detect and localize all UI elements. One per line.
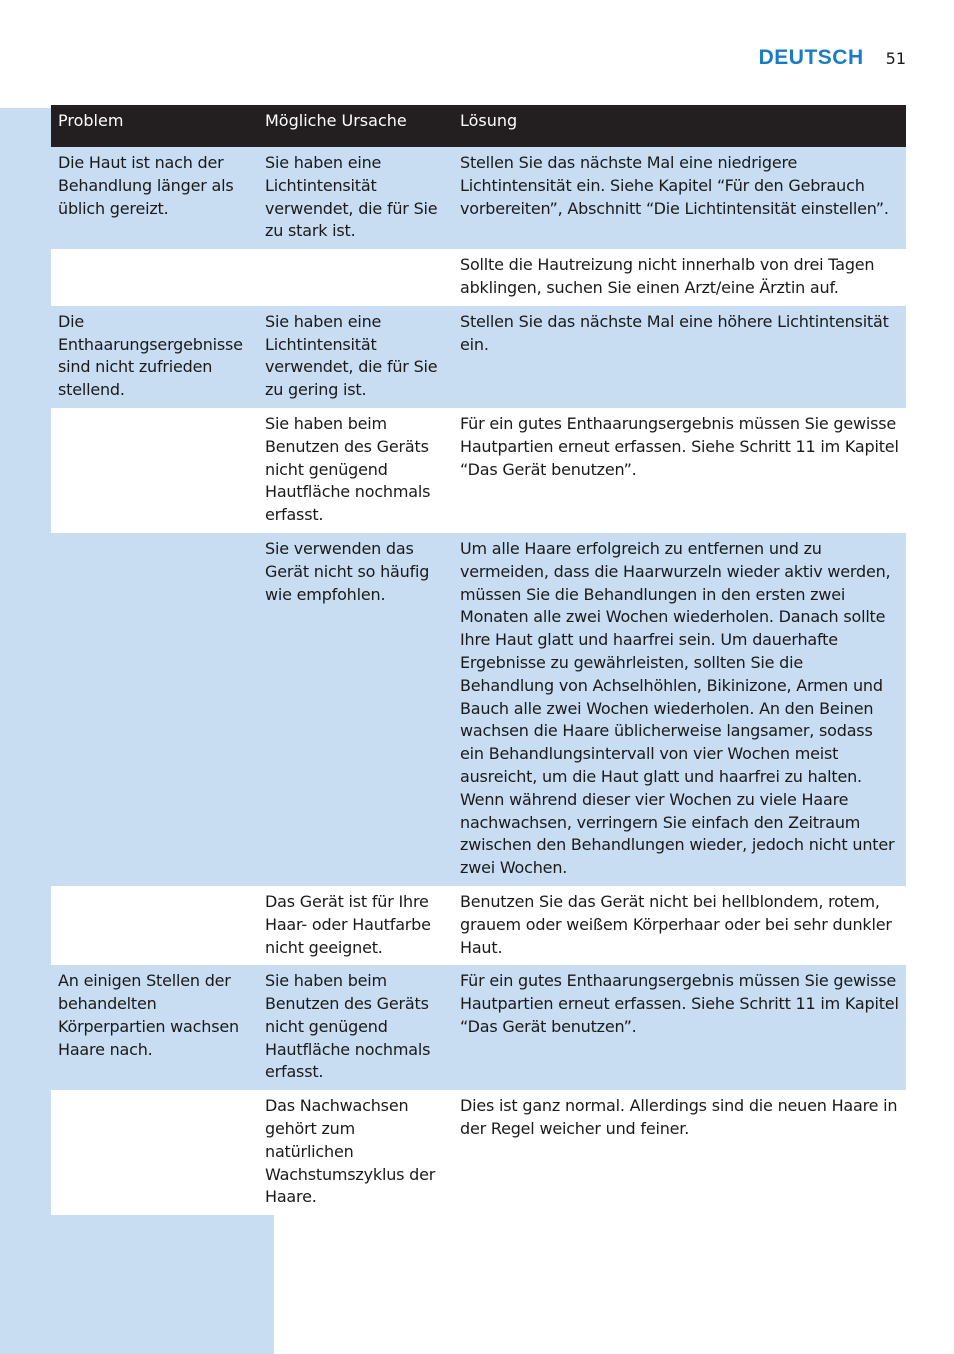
cause-cell: Das Nachwachsen gehört zum natürlichen Wachstumszyklus der Haare. bbox=[258, 1090, 453, 1215]
table-row bbox=[51, 533, 906, 886]
solution-cell: Stellen Sie das nächste Mal eine höhere Lichtintensität ein. bbox=[453, 306, 906, 408]
cause-cell bbox=[258, 249, 453, 306]
problem-cell bbox=[51, 886, 258, 965]
problem-cell bbox=[51, 408, 258, 533]
solution-cell: Stellen Sie das nächste Mal eine niedrigere Lichtintensität ein. Siehe Kapitel “Für den Gebrauch vorbereiten”, Abschnitt “Die Lichtintensität einstellen”. bbox=[453, 147, 906, 249]
solution-cell: Sollte die Hautreizung nicht innerhalb von drei Tagen abklingen, suchen Sie einen Arzt/eine Ärztin auf. bbox=[453, 249, 906, 306]
problem-cell bbox=[51, 1090, 258, 1215]
cause-cell: Das Gerät ist für Ihre Haar- oder Hautfarbe nicht geeignet. bbox=[258, 886, 453, 965]
cause-cell: Sie haben eine Lichtintensität verwendet, die für Sie zu gering ist. bbox=[258, 306, 453, 408]
cause-cell: Sie haben beim Benutzen des Geräts nicht genügend Hautfläche nochmals erfasst. bbox=[258, 965, 453, 1090]
column-header-cause: Mögliche Ursache bbox=[258, 105, 453, 147]
table-row bbox=[51, 965, 906, 1090]
language-label: DEUTSCH bbox=[758, 46, 864, 69]
table-row bbox=[51, 408, 906, 533]
table-row bbox=[51, 249, 906, 306]
solution-cell: Um alle Haare erfolgreich zu entfernen und zu vermeiden, dass die Haarwurzeln wieder aktiv werden, müssen Sie die Behandlungen in den ersten zwei Monaten alle zwei Wochen wiederholen. Danach sollte Ihre Haut glatt und haarfrei sein. Um dauerhafte Ergebnisse zu gewährleisten, sollten Sie die Behandlung von Achselhöhlen, Bikinizone, Armen und Bauch alle zwei Wochen wiederholen. An den Beinen wachsen die Haare üblicherweise langsamer, sodass ein Behandlungsintervall von vier Wochen meist ausreicht, um die Haut glatt und haarfrei zu halten. Wenn während dieser vier Wochen zu viele Haare nachwachsen, verringern Sie einfach den Zeitraum zwischen den Behandlungen wieder, jedoch nicht unter zwei Wochen. bbox=[453, 533, 906, 886]
solution-cell: Für ein gutes Enthaarungsergebnis müssen Sie gewisse Hautpartien erneut erfassen. Siehe Schritt 11 im Kapitel “Das Gerät benutzen”. bbox=[453, 965, 906, 1090]
cause-cell: Sie verwenden das Gerät nicht so häufig wie empfohlen. bbox=[258, 533, 453, 886]
cause-cell: Sie haben eine Lichtintensität verwendet, die für Sie zu stark ist. bbox=[258, 147, 453, 249]
page-header bbox=[759, 46, 906, 76]
page-number: 51 bbox=[885, 49, 906, 68]
problem-cell bbox=[51, 533, 258, 886]
table-row bbox=[51, 886, 906, 965]
table-row bbox=[51, 147, 906, 249]
column-header-problem: Problem bbox=[51, 105, 258, 147]
column-header-solution: Lösung bbox=[453, 105, 906, 147]
solution-cell: Dies ist ganz normal. Allerdings sind die neuen Haare in der Regel weicher und feiner. bbox=[453, 1090, 906, 1215]
solution-cell: Benutzen Sie das Gerät nicht bei hellblondem, rotem, grauem oder weißem Körperhaar oder bei sehr dunkler Haut. bbox=[453, 886, 906, 965]
problem-cell: Die Enthaarungsergebnisse sind nicht zufrieden stellend. bbox=[51, 306, 258, 408]
problem-cell: An einigen Stellen der behandelten Körperpartien wachsen Haare nach. bbox=[51, 965, 258, 1090]
troubleshooting-table bbox=[51, 105, 906, 1215]
problem-cell bbox=[51, 249, 258, 306]
cause-cell: Sie haben beim Benutzen des Geräts nicht genügend Hautfläche nochmals erfasst. bbox=[258, 408, 453, 533]
problem-cell: Die Haut ist nach der Behandlung länger als üblich gereizt. bbox=[51, 147, 258, 249]
solution-cell: Für ein gutes Enthaarungsergebnis müssen Sie gewisse Hautpartien erneut erfassen. Siehe Schritt 11 im Kapitel “Das Gerät benutzen”. bbox=[453, 408, 906, 533]
table-header-row bbox=[51, 105, 906, 147]
table-row bbox=[51, 1090, 906, 1215]
table-row bbox=[51, 306, 906, 408]
